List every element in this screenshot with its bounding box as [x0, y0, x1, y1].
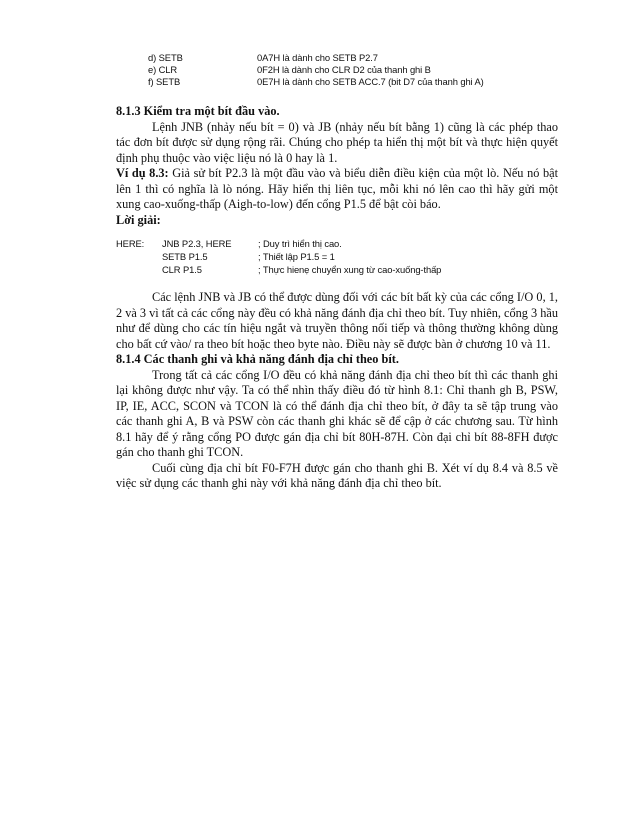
code-line	[116, 238, 556, 251]
code-line	[116, 251, 556, 264]
code-comment: ; Thiết lập P1.5 = 1	[258, 251, 335, 262]
paragraph: Lệnh JNB (nhảy nếu bít = 0) và JB (nhảy nếu bít bằng 1) cũng là các phép thao tác đơn bít được sử dụng rộng rãi. Chúng cho phép ta hiển thị một bít và thực hiện quyết định phụ thuộc vào việc liệu nó là 0 hay là 1.	[116, 119, 558, 165]
code-comment: ; Duy trì hiển thị cao.	[258, 238, 342, 249]
code-instruction: d) SETB	[148, 52, 183, 63]
code-instruction: CLR P1.5	[162, 264, 202, 275]
code-instruction: SETB P1.5	[162, 251, 208, 262]
example-text: Giả sử bít P2.3 là một đầu vào và biểu diễn điều kiện của một lò. Nếu nó bật lên 1 thì có nghĩa là lò nóng. Hãy hiển thị liên tục, mỗi khi nó lên cao thì hãy gửi một xung cao-xuống-thấp (Aigh-to-low) đến cổng P1.5 để bật còi báo.	[116, 166, 558, 211]
code-comment: 0A7H là dành cho SETB P2.7	[257, 52, 378, 63]
code-listing-top	[148, 52, 588, 88]
example-label: Ví dụ 8.3:	[116, 166, 169, 180]
code-instruction: e) CLR	[148, 64, 178, 75]
code-instruction: JNB P2.3, HERE	[162, 238, 232, 249]
code-label	[116, 264, 162, 277]
code-line	[148, 52, 588, 64]
code-line	[116, 264, 556, 277]
paragraph: Trong tất cả các cổng I/O đều có khả năng đánh địa chỉ theo bít thì các thanh ghi lại không được như vậy. Ta có thể nhìn thấy điều đó từ hình 8.1: Chỉ thanh gh B, PSW, IP, IE, ACC, SCON và TCON là có thể đánh địa chỉ theo bít, ở đây ta sẽ tập trung vào các thanh ghi A, B và PSW còn các thanh ghi khác sẽ để cập ở các chương sau. Từ hình 8.1 hãy để ý rằng cổng PO được gán địa chỉ bít 80H-87H. Còn đại chỉ bít 88-8FH được gán cho thanh ghi TCON.	[116, 367, 558, 459]
paragraph: Các lệnh JNB và JB có thể được dùng đối với các bít bất kỳ của các cổng I/O 0, 1, 2 và 3 vì tất cả các cổng này đều có khả năng đánh địa chỉ theo bít. Tuy nhiên, cổng 3 hầu như để dùng cho các tín hiệu ngắt và truyền thông nối tiếp và thông thường không dùng cho bất cứ vào/ ra theo bít hoặc theo byte nào. Điều này sẽ được bàn ở chương 10 và 11.	[116, 290, 558, 351]
section-8-1-4	[116, 290, 558, 492]
example-paragraph	[116, 166, 558, 213]
section-heading: 8.1.3 Kiểm tra một bít đầu vào.	[116, 104, 280, 118]
code-line	[148, 76, 588, 88]
paragraph: Cuối cùng địa chỉ bít F0-F7H được gán cho thanh ghi B. Xét ví dụ 8.4 và 8.5 về việc sử dụng các thanh ghi này với khả năng đánh địa chỉ theo bít.	[116, 460, 558, 490]
code-comment: ; Thực hienẹ chuyển xung từ cao-xuống-thấp	[258, 264, 442, 275]
section-heading: 8.1.4 Các thanh ghi và khả năng đánh địa chỉ theo bít.	[116, 352, 399, 366]
code-listing	[116, 238, 556, 277]
section-8-1-3	[116, 104, 558, 228]
code-comment: 0E7H là dành cho SETB ACC.7 (bit D7 của thanh ghi A)	[257, 76, 484, 87]
solution-label: Lời giải:	[116, 212, 161, 227]
code-instruction: f) SETB	[148, 76, 181, 87]
code-line	[148, 64, 588, 76]
code-label	[116, 251, 162, 264]
code-label: HERE:	[116, 238, 145, 249]
code-comment: 0F2H là dành cho CLR D2 của thanh ghi B	[257, 64, 431, 75]
